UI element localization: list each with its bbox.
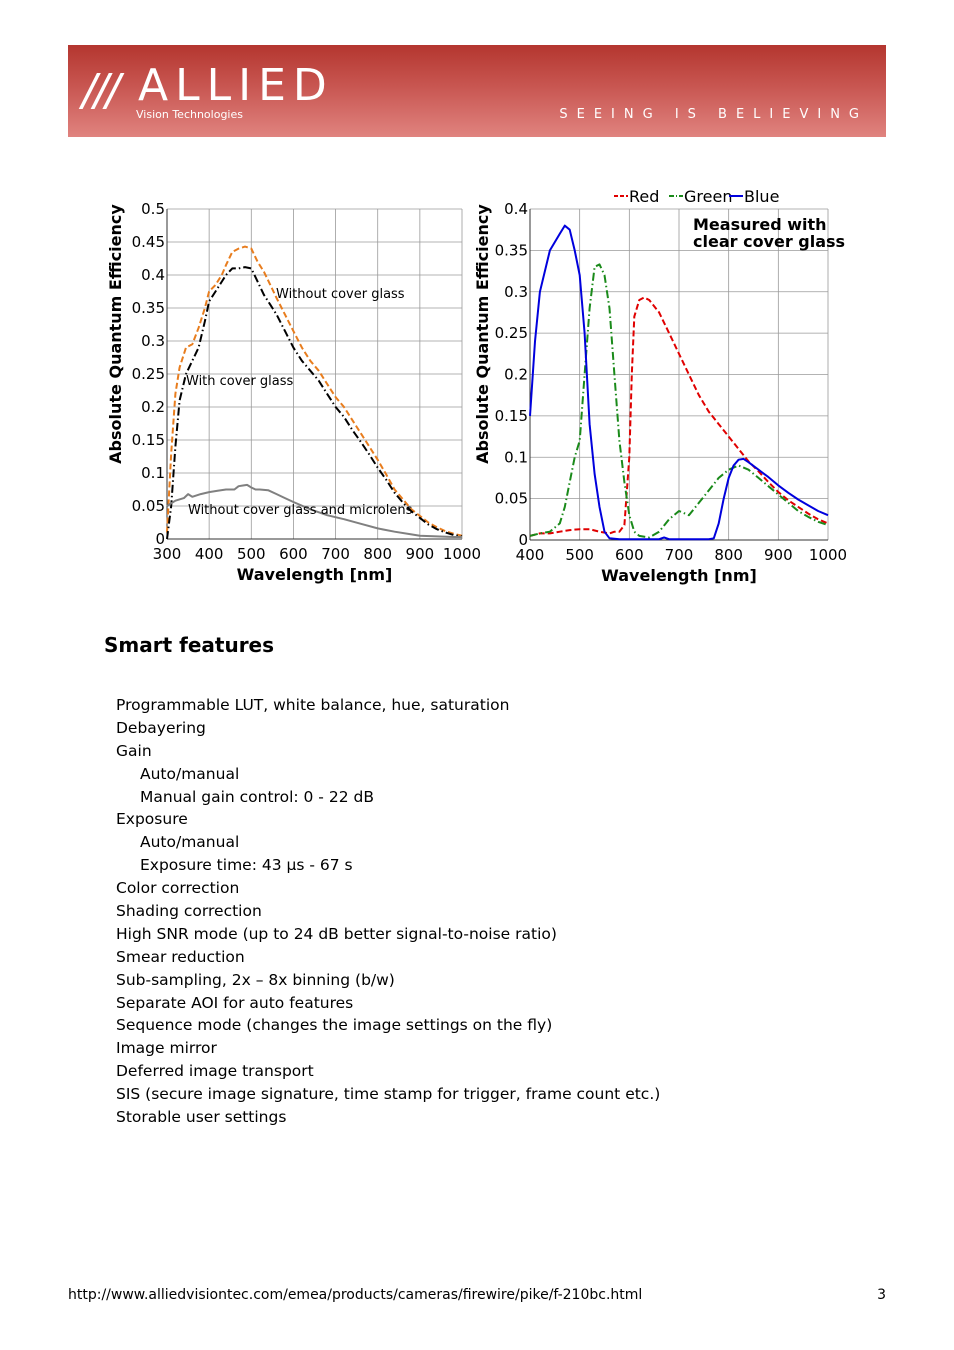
- logo-subtitle: Vision Technologies: [136, 108, 243, 121]
- y-tick-label: 0: [155, 530, 165, 548]
- y-tick-label: 0.15: [131, 431, 165, 449]
- footer-url[interactable]: http://www.alliedvisiontec.com/emea/products/cameras/firewire/pike/f-210bc.html: [68, 1287, 643, 1303]
- legend-label-green: Green: [684, 187, 733, 206]
- feature-item: Programmable LUT, white balance, hue, saturation: [116, 696, 510, 714]
- y-tick-label: 0.15: [494, 406, 528, 425]
- y-tick-label: 0.5: [141, 200, 165, 218]
- y-tick-label: 0.05: [494, 489, 528, 508]
- y-tick-label: 0.35: [494, 241, 528, 260]
- y-tick-label: 0.4: [504, 200, 528, 218]
- feature-item: Image mirror: [116, 1039, 217, 1058]
- y-tick-label: 0.2: [141, 398, 165, 416]
- feature-item: Smear reduction: [116, 947, 245, 966]
- feature-item: SIS (secure image signature, time stamp for trigger, frame count etc.): [116, 1085, 661, 1104]
- x-tick-label: 900: [764, 546, 793, 564]
- y-tick-label: 0.05: [131, 497, 165, 515]
- feature-item: Debayering: [116, 718, 206, 737]
- y-tick-label: 0.1: [141, 464, 165, 482]
- feature-item: Exposure: [116, 810, 188, 829]
- x-tick-label: 1000: [808, 546, 848, 564]
- x-tick-label: 500: [565, 546, 594, 564]
- legend-label-blue: Blue: [744, 187, 780, 206]
- feature-item: Deferred image transport: [116, 1062, 314, 1081]
- feature-item: Shading correction: [116, 902, 262, 921]
- annotation-measured-line1: Measured with: [693, 215, 827, 234]
- annotation-without-microlens: Without cover glass and microlens: [188, 503, 413, 518]
- y-tick-label: 0.3: [504, 282, 528, 301]
- y-tick-label: 0.1: [504, 448, 528, 467]
- logo-name: ALLIED: [138, 60, 334, 111]
- x-tick-label: 600: [615, 546, 644, 564]
- feature-item: Sequence mode (changes the image settings on the fly): [116, 1016, 553, 1035]
- y-tick-label: 0.45: [131, 233, 165, 251]
- feature-item: Color correction: [116, 879, 240, 898]
- x-tick-label: 300: [152, 545, 182, 563]
- qe-charts: [100, 180, 860, 600]
- y-tick-label: 0.4: [141, 266, 165, 284]
- feature-item: Auto/manual: [140, 764, 240, 783]
- feature-item: Exposure time: 43 µs - 67 s: [140, 856, 353, 875]
- annotation-with-cover-glass: With cover glass: [186, 374, 294, 389]
- x-tick-label: 800: [363, 545, 393, 563]
- legend-label-red: Red: [629, 187, 660, 206]
- section-title: Smart features: [104, 633, 275, 657]
- feature-item: Separate AOI for auto features: [116, 993, 354, 1012]
- x-tick-label: 500: [236, 545, 266, 563]
- x-tick-label: 600: [279, 545, 308, 563]
- x-axis-label: Wavelength [nm]: [236, 565, 393, 584]
- x-tick-label: 400: [515, 546, 545, 564]
- y-tick-label: 0.2: [504, 365, 528, 384]
- y-axis-label: Absolute Quantum Efficiency: [473, 204, 492, 464]
- feature-item: Manual gain control: 0 - 22 dB: [140, 787, 374, 806]
- y-tick-label: 0.35: [131, 299, 165, 317]
- logo-slashes: ///: [82, 65, 118, 116]
- x-tick-label: 700: [664, 546, 694, 564]
- x-tick-label: 700: [321, 545, 350, 563]
- feature-item: Gain: [116, 741, 152, 760]
- feature-item: High SNR mode (up to 24 dB better signal-to-noise ratio): [116, 924, 557, 943]
- tagline: SEEING IS BELIEVING: [559, 107, 868, 122]
- x-tick-label: 400: [194, 545, 224, 563]
- feature-item: Storable user settings: [116, 1108, 287, 1127]
- y-tick-label: 0.25: [494, 324, 528, 343]
- feature-list: [116, 694, 660, 1129]
- y-tick-label: 0.25: [131, 365, 165, 383]
- y-tick-label: 0.3: [141, 332, 165, 350]
- annotation-without-cover-glass: Without cover glass: [276, 287, 405, 302]
- page-number: 3: [877, 1287, 886, 1303]
- feature-item: Auto/manual: [140, 833, 240, 852]
- y-axis-label: Absolute Quantum Efficiency: [106, 204, 125, 464]
- header-banner: [68, 45, 886, 137]
- x-tick-label: 900: [405, 545, 435, 563]
- annotation-measured-line2: clear cover glass: [693, 232, 846, 251]
- x-tick-label: 800: [714, 546, 743, 564]
- x-tick-label: 1000: [442, 545, 482, 563]
- feature-item: Sub-sampling, 2x – 8x binning (b/w): [116, 970, 395, 989]
- y-tick-label: 0: [518, 531, 528, 549]
- x-axis-label: Wavelength [nm]: [601, 566, 757, 585]
